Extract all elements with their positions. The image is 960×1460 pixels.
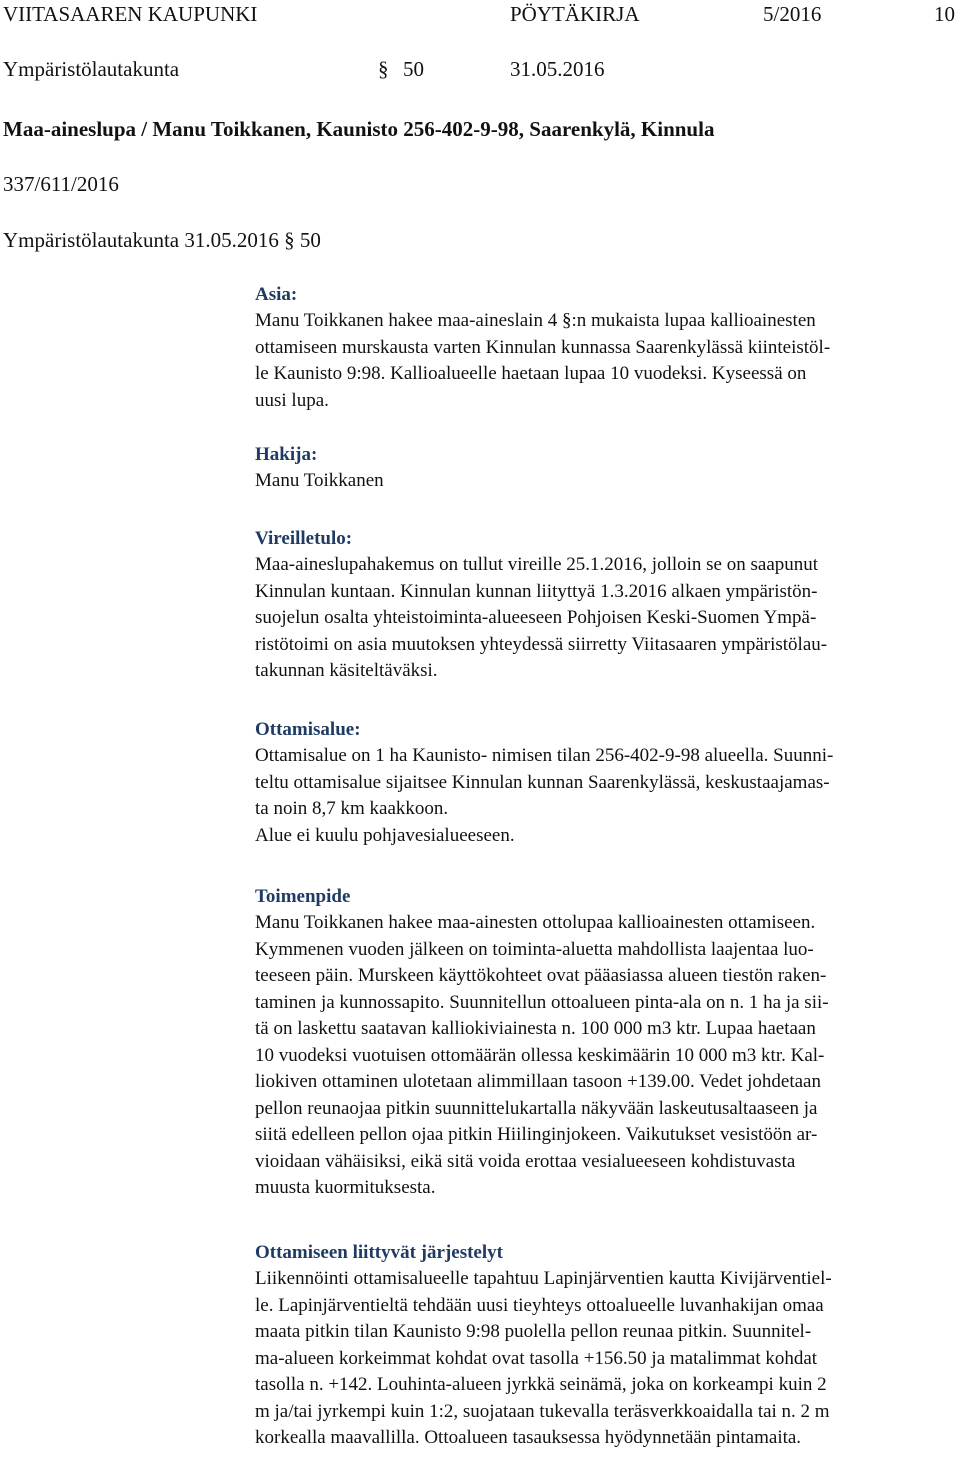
text-line: Liikennöinti ottamisalueelle tapahtuu Lapinjärventien kautta Kivijärventiel- bbox=[255, 1268, 832, 1289]
text-line: ma-alueen korkeimmat kohdat ovat tasolla +156.50 ja matalimmat kohdat bbox=[255, 1347, 818, 1369]
section-heading: Asia: bbox=[255, 284, 298, 305]
matter-title: Maa-aineslupa / Manu Toikkanen, Kaunisto 256-402-9-98, Saarenkylä, Kinnula bbox=[3, 117, 715, 141]
section-heading: Toimenpide bbox=[255, 886, 351, 907]
text-line: Kymmenen vuoden jälkeen on toiminta-aluetta mahdollista laajentaa luo- bbox=[255, 938, 814, 960]
text-line: ottamiseen murskausta varten Kinnulan kunnassa Saarenkylässä kiinteistöl- bbox=[255, 336, 831, 358]
text-line: Maa-aineslupahakemus on tullut vireille 25.1.2016, jolloin se on saapunut bbox=[255, 554, 819, 575]
section-ottamisalue bbox=[255, 717, 833, 849]
text-line: 10 vuodeksi vuotuisen ottomäärän ollessa keskimäärin 10 000 m3 ktr. Kal- bbox=[255, 1044, 825, 1066]
section-number: 50 bbox=[403, 57, 424, 81]
text-line: ristötoimi on asia muutoksen yhteydessä siirretty Viitasaaren ympäristölau- bbox=[255, 633, 828, 655]
text-line: korkealla maavallilla. Ottoalueen tasauksessa hyödynnetään pintamaita. bbox=[255, 1427, 802, 1448]
text-line: le Kaunisto 9:98. Kallioalueelle haetaan lupaa 10 vuodeksi. Kyseessä on bbox=[255, 363, 807, 384]
section-heading: Vireilletulo: bbox=[255, 528, 353, 549]
diary-number: 337/611/2016 bbox=[3, 172, 119, 196]
text-line: tasolla n. +142. Louhinta-alueen jyrkkä seinämä, joka on korkeampi kuin 2 bbox=[255, 1374, 827, 1395]
section-toimenpide bbox=[255, 884, 829, 1202]
section-heading: Ottamisalue: bbox=[255, 719, 361, 740]
text-line: m ja/tai jyrkempi kuin 1:2, suojataan tukevalla teräsverkkoaidalla tai n. 2 m bbox=[255, 1400, 830, 1422]
text-line: Manu Toikkanen bbox=[255, 470, 384, 491]
text-line: Kinnulan kuntaan. Kinnulan kunnan liityttyä 1.3.2016 alkaen ympäristön- bbox=[255, 580, 818, 602]
text-line: teeseen päin. Murskeen käyttökohteet ovat pääasiassa alueen tiestön raken- bbox=[255, 965, 827, 986]
text-line: Alue ei kuulu pohjavesialueeseen. bbox=[255, 824, 515, 846]
document-type: PÖYTÄKIRJA bbox=[510, 2, 640, 26]
section-vireilletulo bbox=[255, 526, 827, 685]
text-line: taminen ja kunnossapito. Suunnitellun ottoalueen pinta-ala on n. 1 ha ja sii- bbox=[255, 991, 829, 1013]
text-line: Manu Toikkanen hakee maa-ainesten ottolupaa kallioainesten ottamiseen. bbox=[255, 912, 816, 933]
text-line: vioidaan vähäisiksi, eikä sitä voida erottaa vesialueeseen kohdistuvasta bbox=[255, 1150, 796, 1172]
meeting-date: 31.05.2016 bbox=[510, 57, 605, 81]
section-heading: Hakija: bbox=[255, 444, 318, 465]
org-name: VIITASAAREN KAUPUNKI bbox=[3, 2, 258, 26]
text-line: tä on laskettu saatavan kalliokiviainesta n. 100 000 m3 ktr. Lupaa haetaan bbox=[255, 1018, 816, 1039]
section-asia bbox=[255, 282, 830, 414]
text-line: siitä edelleen pellon ojaa pitkin Hiilinginjokeen. Vaikutukset vesistöön ar- bbox=[255, 1124, 818, 1145]
section-symbol: § bbox=[378, 57, 389, 81]
text-line: suojelun osalta yhteistoiminta-alueeseen Pohjoisen Keski-Suomen Ympä- bbox=[255, 607, 817, 628]
page-number: 10 bbox=[934, 2, 955, 26]
text-line: le. Lapinjärventieltä tehdään uusi tieyhteys ottoalueelle luvanhakijan omaa bbox=[255, 1294, 824, 1316]
text-line: pellon reunaojaa pitkin suunnittelukartalla näkyvään laskeutusaltaaseen ja bbox=[255, 1097, 818, 1119]
text-line: maata pitkin tilan Kaunisto 9:98 puolella pellon reunaa pitkin. Suunnitel- bbox=[255, 1321, 812, 1342]
section-jarjestelyt bbox=[255, 1240, 832, 1452]
text-line: liokiven ottaminen ulotetaan alimmillaan tasoon +139.00. Vedet johdetaan bbox=[255, 1071, 821, 1092]
text-line: teltu ottamisalue sijaitsee Kinnulan kunnan Saarenkylässä, keskustaajamas- bbox=[255, 771, 830, 793]
meeting-reference: Ympäristölautakunta 31.05.2016 § 50 bbox=[3, 228, 321, 252]
text-line: muusta kuormituksesta. bbox=[255, 1177, 436, 1198]
section-heading: Ottamiseen liittyvät järjestelyt bbox=[255, 1242, 503, 1263]
text-line: Manu Toikkanen hakee maa-aineslain 4 §:n mukaista lupaa kallioainesten bbox=[255, 310, 816, 331]
text-line: uusi lupa. bbox=[255, 389, 329, 411]
committee-name: Ympäristölautakunta bbox=[3, 57, 180, 81]
text-line: Ottamisalue on 1 ha Kaunisto- nimisen tilan 256-402-9-98 alueella. Suunni- bbox=[255, 745, 834, 766]
document-number: 5/2016 bbox=[763, 2, 822, 26]
text-line: ta noin 8,7 km kaakkoon. bbox=[255, 798, 449, 819]
section-hakija bbox=[255, 442, 384, 495]
text-line: takunnan käsiteltäväksi. bbox=[255, 660, 438, 681]
